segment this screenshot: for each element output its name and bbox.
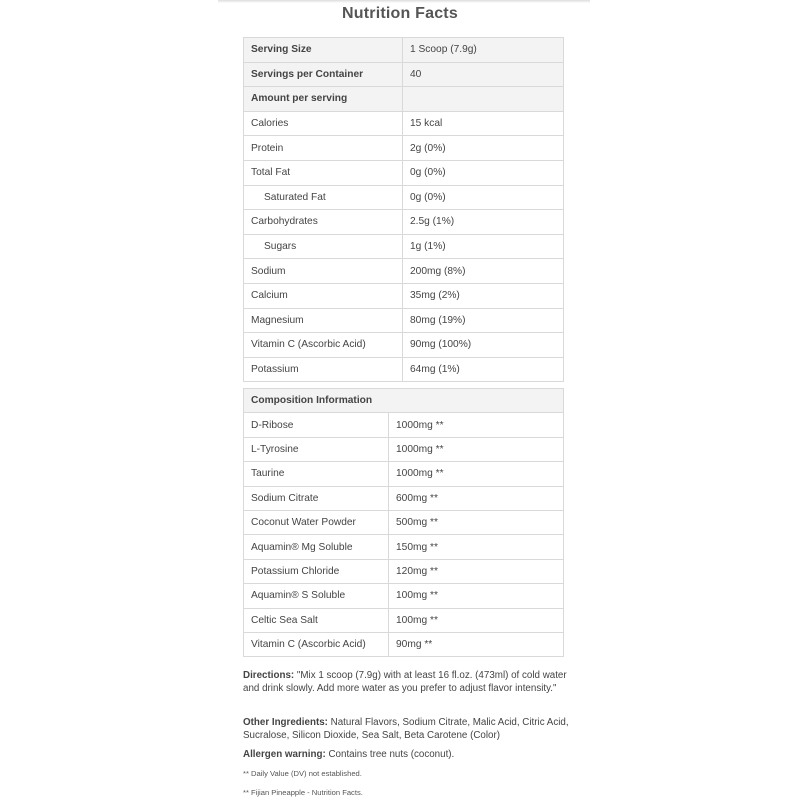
row-label: Saturated Fat	[244, 185, 403, 210]
row-value: 90mg (100%)	[403, 333, 564, 358]
other-ingredients-label: Other Ingredients:	[243, 717, 328, 728]
row-value: 100mg **	[389, 584, 564, 608]
footnote-dv: ** Daily Value (DV) not established.	[243, 769, 362, 778]
nutrition-facts-table	[243, 37, 564, 382]
composition-table	[243, 388, 564, 657]
footnote-product: ** Fijian Pineapple - Nutrition Facts.	[243, 788, 363, 797]
row-label: Taurine	[244, 462, 389, 486]
other-ingredients-text: Natural Flavors, Sodium Citrate, Malic Acid, Citric Acid, Sucralose, Silicon Dioxide, Sea Salt, Beta Carotene (Color)	[243, 717, 569, 741]
row-label: Amount per serving	[244, 87, 403, 112]
table-row	[244, 38, 564, 63]
row-value: 1000mg **	[389, 437, 564, 461]
row-value: 200mg (8%)	[403, 259, 564, 284]
table-row	[244, 632, 564, 656]
row-value: 90mg **	[389, 632, 564, 656]
page-title: Nutrition Facts	[342, 5, 458, 22]
row-label: Vitamin C (Ascorbic Acid)	[244, 333, 403, 358]
row-value: 80mg (19%)	[403, 308, 564, 333]
row-label: Protein	[244, 136, 403, 161]
row-value: 1000mg **	[389, 462, 564, 486]
row-label: Calories	[244, 111, 403, 136]
table-row	[244, 308, 564, 333]
table-row	[244, 510, 564, 534]
table-row	[244, 185, 564, 210]
table-row	[244, 136, 564, 161]
directions-text: "Mix 1 scoop (7.9g) with at least 16 fl.oz. (473ml) of cold water and drink slowly. Add more water as you prefer to adjust flavor intensity."	[243, 670, 567, 694]
row-value: 2g (0%)	[403, 136, 564, 161]
row-label: Potassium Chloride	[244, 559, 389, 583]
row-label: Aquamin® Mg Soluble	[244, 535, 389, 559]
row-label: Celtic Sea Salt	[244, 608, 389, 632]
table-row	[244, 87, 564, 112]
row-label: Serving Size	[244, 38, 403, 63]
row-value: 64mg (1%)	[403, 357, 564, 382]
table-row	[244, 210, 564, 235]
table-row	[244, 283, 564, 308]
row-value: 1000mg **	[389, 413, 564, 437]
row-value: 35mg (2%)	[403, 283, 564, 308]
row-value: 120mg **	[389, 559, 564, 583]
table-row	[244, 437, 564, 461]
allergen-label: Allergen warning:	[243, 749, 326, 760]
table-row	[244, 111, 564, 136]
other-ingredients	[243, 717, 573, 742]
row-label: Vitamin C (Ascorbic Acid)	[244, 632, 389, 656]
directions	[243, 670, 573, 695]
row-label: L-Tyrosine	[244, 437, 389, 461]
row-label: Coconut Water Powder	[244, 510, 389, 534]
row-label: Servings per Container	[244, 62, 403, 87]
table-row	[244, 160, 564, 185]
allergen-warning	[243, 749, 573, 762]
table-row	[244, 559, 564, 583]
row-label: Sodium Citrate	[244, 486, 389, 510]
row-label: Carbohydrates	[244, 210, 403, 235]
table-row	[244, 234, 564, 259]
table-row	[244, 462, 564, 486]
row-value: 15 kcal	[403, 111, 564, 136]
row-value: 1 Scoop (7.9g)	[403, 38, 564, 63]
table-row	[244, 535, 564, 559]
row-value: 100mg **	[389, 608, 564, 632]
row-value	[403, 87, 564, 112]
composition-header: Composition Information	[244, 389, 564, 413]
table-row	[244, 357, 564, 382]
top-shadow	[218, 0, 590, 3]
table-row	[244, 333, 564, 358]
row-value: 600mg **	[389, 486, 564, 510]
row-value: 2.5g (1%)	[403, 210, 564, 235]
row-label: D-Ribose	[244, 413, 389, 437]
row-value: 0g (0%)	[403, 185, 564, 210]
row-value: 150mg **	[389, 535, 564, 559]
row-label: Potassium	[244, 357, 403, 382]
row-value: 40	[403, 62, 564, 87]
row-label: Sodium	[244, 259, 403, 284]
row-label: Total Fat	[244, 160, 403, 185]
table-row	[244, 62, 564, 87]
row-value: 500mg **	[389, 510, 564, 534]
table-row	[244, 486, 564, 510]
table-row	[244, 413, 564, 437]
table-row	[244, 608, 564, 632]
table-row	[244, 259, 564, 284]
row-value: 0g (0%)	[403, 160, 564, 185]
allergen-text: Contains tree nuts (coconut).	[328, 749, 455, 760]
row-value: 1g (1%)	[403, 234, 564, 259]
row-label: Sugars	[244, 234, 403, 259]
row-label: Magnesium	[244, 308, 403, 333]
directions-label: Directions:	[243, 670, 295, 681]
row-label: Aquamin® S Soluble	[244, 584, 389, 608]
table-header-row	[244, 389, 564, 413]
row-label: Calcium	[244, 283, 403, 308]
table-row	[244, 584, 564, 608]
